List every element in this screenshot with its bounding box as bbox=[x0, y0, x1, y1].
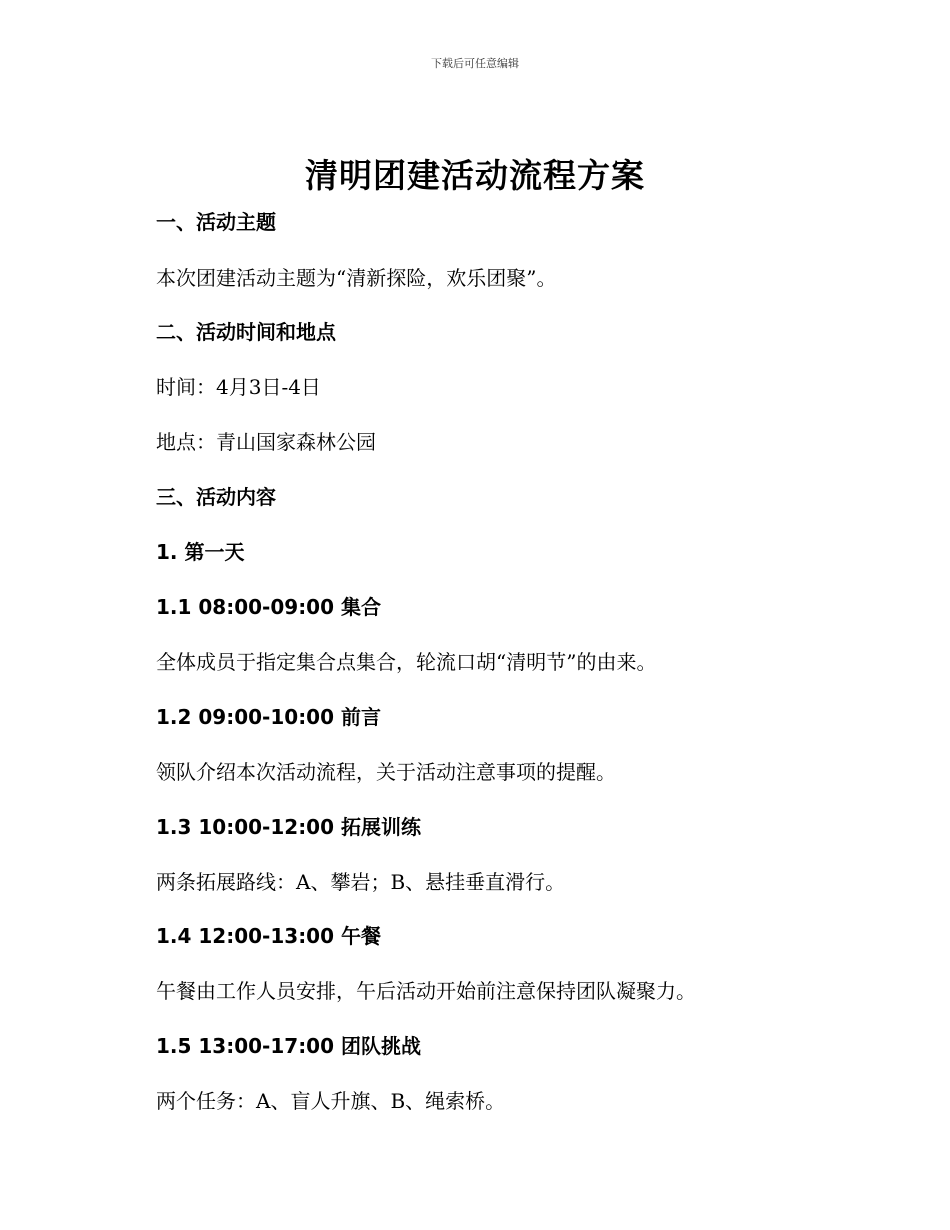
section-1-heading: 一、活动主题 bbox=[156, 210, 276, 234]
document-title: 清明团建活动流程方案 bbox=[305, 156, 645, 195]
item-1-1-heading: 1.1 08:00-09:00 集合 bbox=[156, 595, 381, 619]
section-3-heading: 三、活动内容 bbox=[156, 485, 276, 509]
header-note: 下载后可任意编辑 bbox=[431, 57, 519, 70]
item-1-5-text: 两个任务：A、盲人升旗、B、绳索桥。 bbox=[156, 1089, 506, 1113]
item-1-2-text: 领队介绍本次活动流程，关于活动注意事项的提醒。 bbox=[156, 760, 616, 784]
section-2-place: 地点：青山国家森林公园 bbox=[156, 430, 376, 454]
section-2-time: 时间：4月3日-4日 bbox=[156, 375, 321, 399]
item-1-3-text: 两条拓展路线：A、攀岩；B、悬挂垂直滑行。 bbox=[156, 870, 566, 894]
item-1-2-heading: 1.2 09:00-10:00 前言 bbox=[156, 705, 381, 729]
section-1-text: 本次团建活动主题为“清新探险，欢乐团聚”。 bbox=[156, 266, 557, 290]
day-1-heading: 1. 第一天 bbox=[156, 540, 245, 564]
item-1-4-heading: 1.4 12:00-13:00 午餐 bbox=[156, 924, 381, 948]
section-2-heading: 二、活动时间和地点 bbox=[156, 320, 336, 344]
item-1-5-heading: 1.5 13:00-17:00 团队挑战 bbox=[156, 1034, 421, 1058]
item-1-1-text: 全体成员于指定集合点集合，轮流口胡“清明节”的由来。 bbox=[156, 650, 657, 674]
item-1-3-heading: 1.3 10:00-12:00 拓展训练 bbox=[156, 815, 421, 839]
item-1-4-text: 午餐由工作人员安排，午后活动开始前注意保持团队凝聚力。 bbox=[156, 979, 696, 1003]
